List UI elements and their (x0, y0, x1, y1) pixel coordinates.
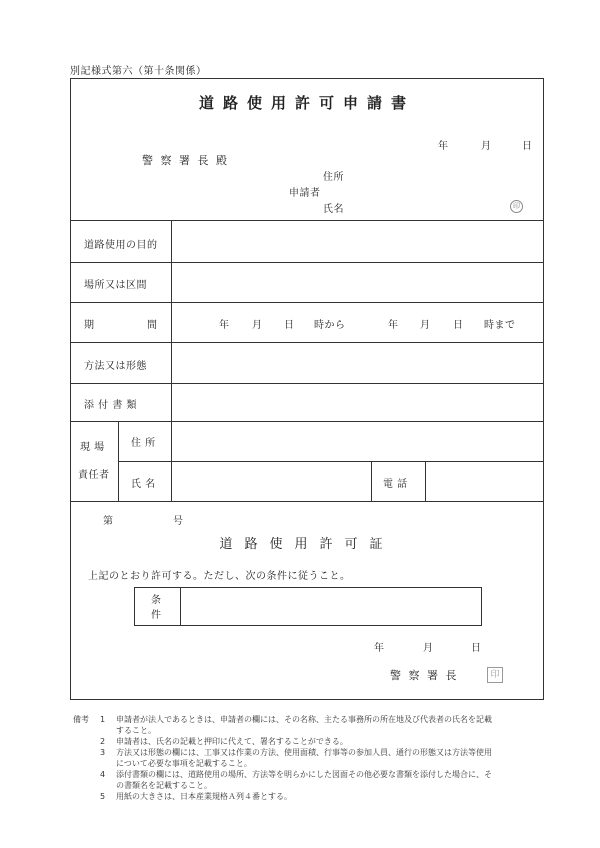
site-address-label: 住 所 (131, 438, 156, 449)
table-line (70, 383, 544, 384)
table-line (70, 342, 544, 343)
period-label-a: 期 (84, 320, 95, 331)
table-line (70, 220, 544, 221)
attachments-label: 添 付 書 類 (84, 400, 138, 411)
note-line: の書類名を記載すること。 (116, 781, 212, 790)
table-line (371, 461, 372, 501)
period-start-hour: 時から (314, 320, 346, 331)
table-line (425, 461, 426, 501)
table-line (70, 421, 544, 422)
date-year-label: 年 (438, 141, 449, 152)
permit-seal-icon: 印 (487, 667, 503, 683)
period-start-year: 年 (219, 320, 230, 331)
period-end-hour: 時まで (484, 320, 516, 331)
applicant-address-label: 住所 (323, 172, 344, 183)
note-line: 添付書類の欄には、道路使用の場所、方法等を明らかにした図面その他必要な書類を添付した場合に、そ (116, 770, 492, 779)
method-label: 方法又は形態 (84, 361, 147, 372)
note-line: 申請者が法人であるときは、申請者の欄には、その名称、主たる事務所の所在地及び代表者の氏名を記載 (116, 715, 492, 724)
period-end-month: 月 (420, 320, 431, 331)
table-line (70, 302, 544, 303)
applicant-label: 申請者 (289, 188, 321, 199)
date-day-label: 日 (522, 141, 533, 152)
applicant-seal-icon: 印 (510, 200, 523, 213)
permit-month-label: 月 (423, 643, 434, 654)
note-number: 4 (100, 770, 106, 779)
period-end-day: 日 (453, 320, 464, 331)
note-number: 5 (100, 792, 106, 801)
form-title: 道路使用許可申請書 (198, 94, 415, 112)
period-end-year: 年 (388, 320, 399, 331)
location-label: 場所又は区間 (84, 280, 147, 291)
form-reference: 別記様式第六（第十条関係） (70, 66, 207, 77)
note-line: すること。 (116, 726, 156, 735)
table-line (70, 262, 544, 263)
permit-year-label: 年 (374, 643, 385, 654)
note-line: 方法又は形態の欄には、工事又は作業の方法、使用面積、行事等の参加人員、通行の形態又は方法等使用 (116, 748, 492, 757)
permit-number-suffix: 号 (173, 516, 184, 527)
conditions-label-b: 件 (151, 610, 162, 621)
site-phone-label: 電 話 (383, 479, 408, 490)
note-number: 1 (100, 715, 106, 724)
permit-statement: 上記のとおり許可する。ただし、次の条件に従うこと。 (88, 571, 351, 582)
permit-title: 道路使用許可証 (219, 537, 395, 552)
conditions-divider (180, 587, 181, 625)
table-line (118, 421, 119, 501)
note-line: について必要な事項を記載すること。 (116, 759, 252, 768)
period-start-month: 月 (252, 320, 263, 331)
note-line: 申請者は、氏名の記載と押印に代えて、署名することができる。 (116, 737, 348, 746)
permit-day-label: 日 (471, 643, 482, 654)
table-line (171, 220, 172, 501)
table-line (118, 461, 544, 462)
conditions-label-a: 条 (151, 595, 162, 606)
date-month-label: 月 (481, 141, 492, 152)
period-start-day: 日 (284, 320, 295, 331)
site-manager-label-a: 現 場 (80, 442, 105, 453)
site-name-label: 氏 名 (131, 479, 156, 490)
permit-number-prefix: 第 (103, 516, 114, 527)
note-number: 2 (100, 737, 106, 746)
note-number: 3 (100, 748, 106, 757)
conditions-box (134, 587, 482, 626)
notes-header: 備考 (73, 715, 89, 724)
note-line: 用紙の大きさは、日本産業規格Ａ列４番とする。 (116, 792, 292, 801)
addressee: 警 察 署 長 殿 (142, 154, 229, 167)
purpose-label: 道路使用の目的 (84, 240, 158, 251)
permit-issuer: 警 察 署 長 (390, 669, 459, 682)
table-line (70, 501, 544, 502)
period-label-b: 間 (147, 320, 158, 331)
site-manager-label-b: 責任者 (78, 470, 110, 481)
applicant-name-label: 氏名 (323, 204, 344, 215)
